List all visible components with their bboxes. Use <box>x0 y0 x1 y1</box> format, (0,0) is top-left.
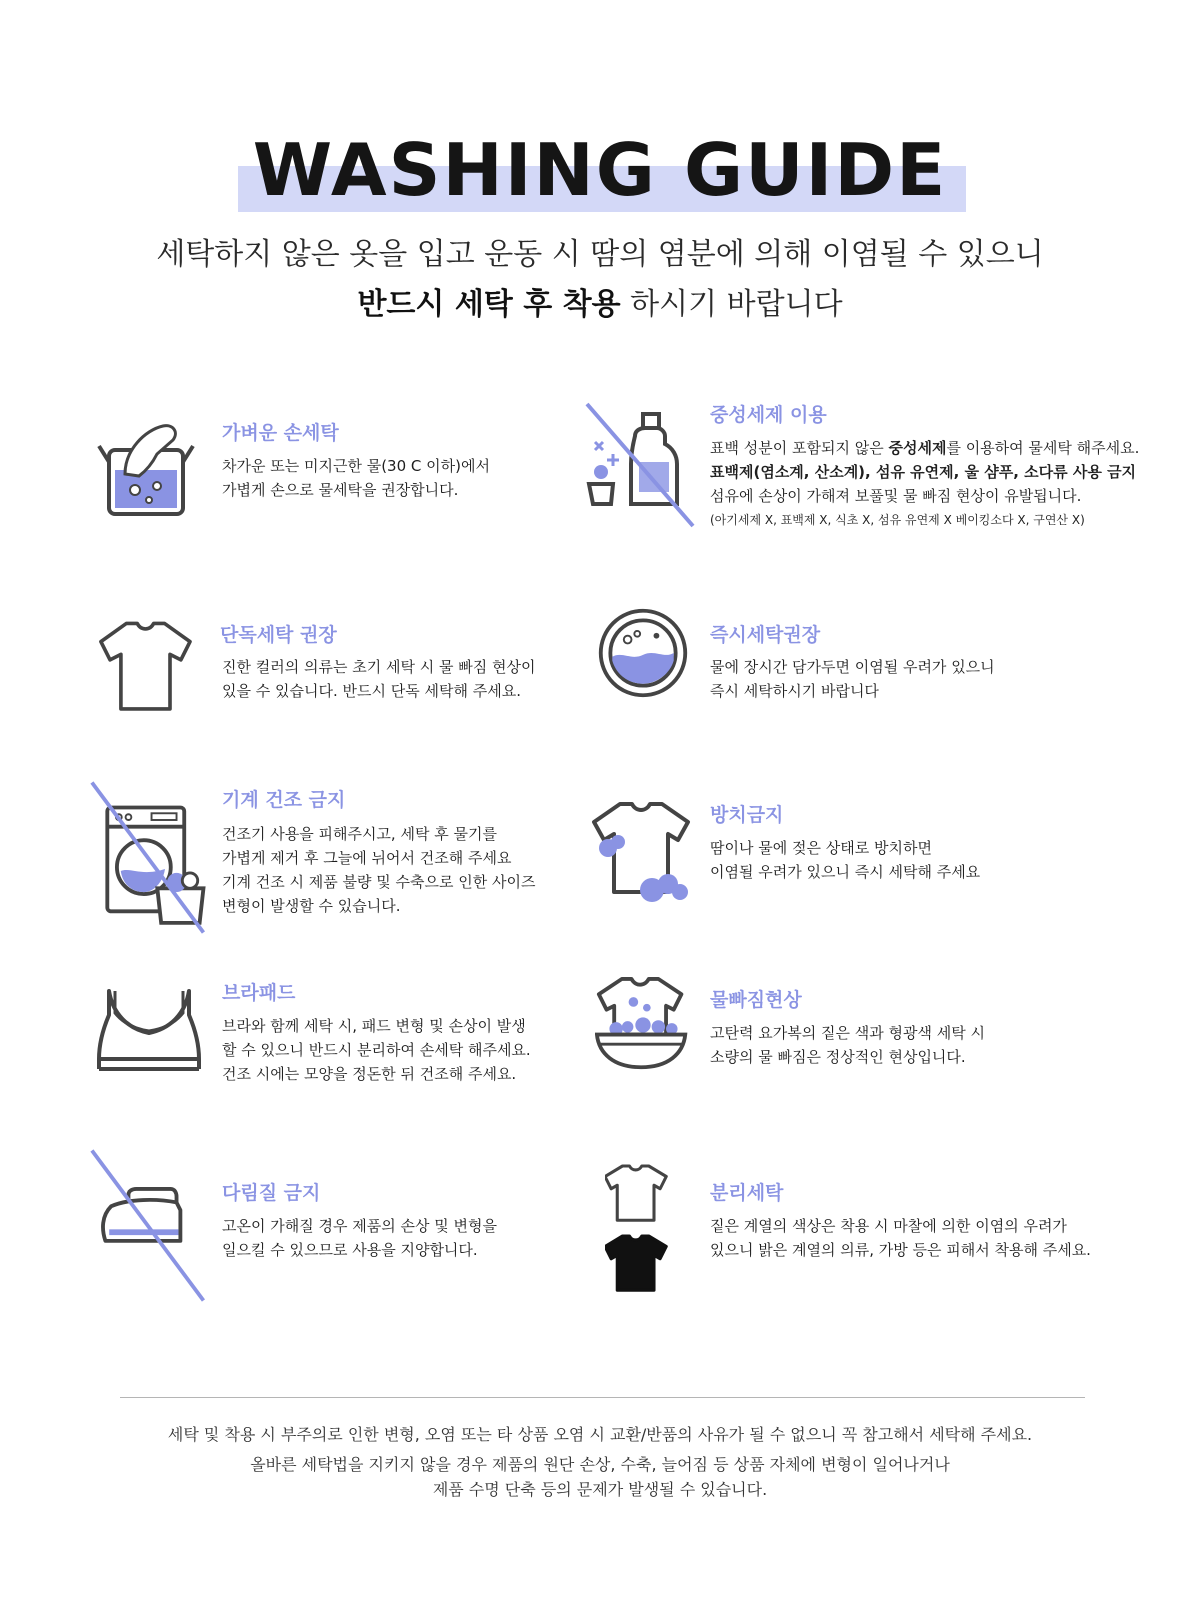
desc-line: 물에 장시간 담가두면 이염될 우려가 있으니 <box>710 658 995 676</box>
item-description <box>710 1214 1091 1262</box>
item-title: 단독세탁 권장 <box>220 624 337 646</box>
page-title: WASHING GUIDE <box>252 128 948 212</box>
item-description <box>710 655 995 703</box>
subtitle-line-2 <box>0 285 1200 325</box>
item-description <box>710 1021 985 1069</box>
subtitle-emphasis: 반드시 세탁 후 착용 <box>357 287 621 322</box>
no-dryer-icon <box>90 780 215 935</box>
desc-line <box>710 436 1139 460</box>
washing-drum-icon <box>595 605 691 701</box>
desc-line-small: (아기세제 X, 표백제 X, 식초 X, 섬유 유연제 X 베이킹소다 X, 구연산 X) <box>710 513 1085 527</box>
item-title: 방치금지 <box>710 804 784 826</box>
desc-line: 가볍게 손으로 물세탁을 권장합니다. <box>222 481 459 499</box>
sports-bra-icon <box>95 985 205 1085</box>
item-description <box>222 454 490 502</box>
item-description <box>222 1014 531 1086</box>
footer-note-1: 세탁 및 착용 시 부주의로 인한 변형, 오염 또는 타 상품 오염 시 교환/반품의 사유가 될 수 없으니 꼭 참고해서 세탁해 주세요. <box>167 1425 1033 1444</box>
item-title: 기계 건조 금지 <box>222 789 346 811</box>
tshirt-icon <box>95 618 205 718</box>
tshirt-basin-icon <box>595 975 691 1075</box>
desc-line: 고온이 가해질 경우 제품의 손상 및 변형을 <box>222 1217 497 1235</box>
hand-wash-basin-icon <box>95 410 215 530</box>
white-black-tshirts-icon <box>605 1160 675 1305</box>
footer-note-line: 제품 수명 단축 등의 문제가 발생될 수 있습니다. <box>432 1480 768 1499</box>
desc-emphasis: 표백제(염소계, 산소계), 섬유 유연제, 울 샴푸, 소다류 사용 금지 <box>710 463 1137 481</box>
subtitle-rest: 하시기 바랍니다 <box>620 287 843 322</box>
desc-line: 차가운 또는 미지근한 물(30 C 이하)에서 <box>222 457 490 475</box>
desc-line: 건조 시에는 모양을 정돈한 뒤 건조해 주세요. <box>222 1065 517 1083</box>
desc-line: 있으니 밝은 계열의 의류, 가방 등은 피해서 착용해 주세요. <box>710 1241 1091 1259</box>
no-bleach-detergent-icon <box>585 400 705 530</box>
item-title: 가벼운 손세탁 <box>222 422 339 444</box>
item-description <box>222 1214 497 1262</box>
item-description <box>710 836 980 884</box>
item-title: 분리세탁 <box>710 1182 784 1204</box>
desc-line: 섬유에 손상이 가해져 보풀및 물 빠짐 현상이 유발됩니다. <box>710 487 1082 505</box>
desc-line: 땀이나 물에 젖은 상태로 방치하면 <box>710 839 932 857</box>
wet-tshirt-icon <box>590 798 700 908</box>
footer-note-line: 올바른 세탁법을 지키지 않을 경우 제품의 원단 손상, 수축, 늘어짐 등 상품 자체에 변형이 일어나거나 <box>250 1455 950 1474</box>
desc-line: 할 수 있으니 반드시 분리하여 손세탁 해주세요. <box>222 1041 531 1059</box>
desc-text: 를 이용하여 물세탁 해주세요. <box>946 439 1140 457</box>
desc-line: 건조기 사용을 피해주시고, 세탁 후 물기를 <box>222 825 497 843</box>
item-title: 다림질 금지 <box>222 1182 321 1204</box>
title-block <box>0 130 1200 210</box>
desc-text: 표백 성분이 포함되지 않은 <box>710 439 889 457</box>
desc-line: 고탄력 요가복의 짙은 색과 형광색 세탁 시 <box>710 1024 985 1042</box>
item-title: 브라패드 <box>222 982 296 1004</box>
desc-line: 즉시 세탁하시기 바랍니다 <box>710 682 879 700</box>
desc-line: 기계 건조 시 제품 불량 및 수축으로 인한 사이즈 <box>222 873 536 891</box>
desc-line: 변형이 발생할 수 있습니다. <box>222 897 401 915</box>
item-description <box>222 655 535 703</box>
desc-line: 있을 수 있습니다. 반드시 단독 세탁해 주세요. <box>222 682 521 700</box>
desc-line: 짙은 계열의 색상은 착용 시 마찰에 의한 이염의 우려가 <box>710 1217 1067 1235</box>
desc-line: 진한 컬러의 의류는 초기 세탁 시 물 빠짐 현상이 <box>222 658 536 676</box>
item-title: 물빠짐현상 <box>710 989 802 1011</box>
item-description <box>222 822 535 918</box>
desc-line: 소량의 물 빠짐은 정상적인 현상입니다. <box>710 1048 966 1066</box>
footer-note-2 <box>0 1452 1200 1502</box>
desc-line: 브라와 함께 세탁 시, 패드 변형 및 손상이 발생 <box>222 1017 526 1035</box>
item-title: 즉시세탁권장 <box>710 624 821 646</box>
desc-line: 가볍게 제거 후 그늘에 뉘어서 건조해 주세요 <box>222 849 512 867</box>
desc-emphasis: 중성세제 <box>888 439 947 457</box>
subtitle-line-1: 세탁하지 않은 옷을 입고 운동 시 땀의 염분에 의해 이염될 수 있으니 <box>156 237 1044 272</box>
no-iron-icon <box>90 1148 215 1303</box>
desc-line: 이염될 우려가 있으니 즉시 세탁해 주세요 <box>710 863 981 881</box>
item-description <box>710 436 1139 532</box>
item-title: 중성세제 이용 <box>710 404 827 426</box>
desc-line: 일으킬 수 있으므로 사용을 지양합니다. <box>222 1241 478 1259</box>
desc-line <box>710 460 1139 484</box>
footer-divider <box>120 1397 1085 1398</box>
